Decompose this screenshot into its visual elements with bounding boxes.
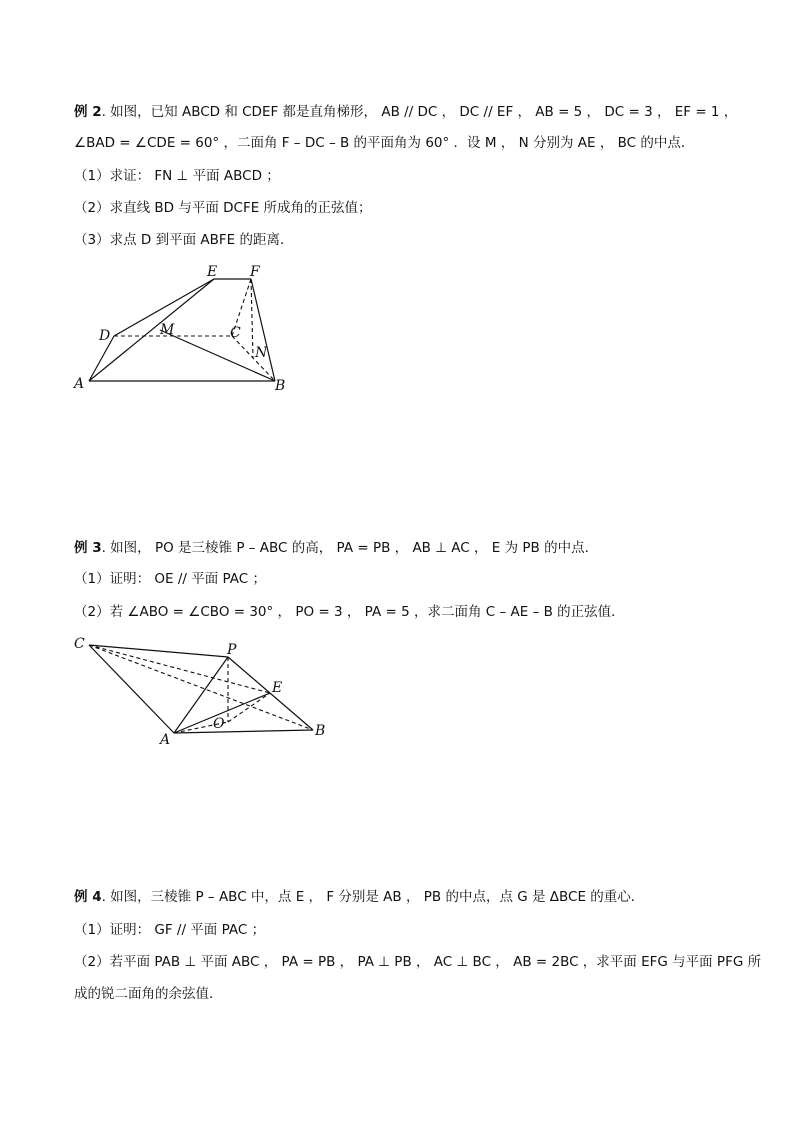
ex3-label-B: B bbox=[315, 723, 326, 739]
ex3-label-O: O bbox=[213, 716, 225, 732]
ex2-label-E: E bbox=[207, 264, 218, 280]
ex2-question3: （3）求点 D 到平面 ABFE 的距离． bbox=[74, 232, 294, 248]
ex4-stem: . 如图，三棱锥 P – ABC 中，点 E ， F 分别是 AB ， PB 的中点，点 G 是 ΔBCE 的重心． bbox=[101, 889, 645, 905]
ex3-stem: . 如图， PO 是三棱锥 P – ABC 的高， PA = PB ， AB ⊥ AC ， E 为 PB 的中点． bbox=[101, 540, 599, 556]
ex2-stem-part2: ∠BAD = ∠CDE = 60° ，二面角 F – DC – B 的平面角为 60° ．设 M ， N 分别为 AE ， BC 的中点． bbox=[74, 135, 695, 151]
ex2-question1: （1）求证： FN ⊥ 平面 ABCD ； bbox=[74, 168, 280, 184]
ex3-question1: （1）证明： OE // 平面 PAC ； bbox=[74, 571, 266, 587]
ex3-edge-PB bbox=[228, 657, 313, 730]
ex2-label-C: C bbox=[230, 325, 241, 341]
ex2-label-N: N bbox=[255, 345, 268, 361]
ex3-edge-AB bbox=[174, 730, 313, 733]
ex4-line1 bbox=[74, 887, 644, 907]
ex3-label: 例 3 bbox=[74, 540, 102, 556]
ex3-label-E: E bbox=[272, 680, 283, 696]
ex3-label-C: C bbox=[74, 636, 85, 652]
ex3-question2: （2）若 ∠ABO = ∠CBO = 30° ， PO = 3 ， PA = 5 ，求二面角 C – AE – B 的正弦值． bbox=[74, 604, 625, 620]
ex2-label-B: B bbox=[275, 378, 286, 394]
ex4-question2-part2: 成的锐二面角的余弦值． bbox=[74, 986, 223, 1002]
ex2-label-A: A bbox=[74, 376, 85, 392]
ex2-label-F: F bbox=[250, 264, 260, 280]
ex3-edge-CA bbox=[89, 645, 174, 733]
ex4-question1: （1）证明： GF // 平面 PAC ； bbox=[74, 922, 266, 938]
ex4-question2-part1: （2）若平面 PAB ⊥ 平面 ABC ， PA = PB ， PA ⊥ PB ， AC ⊥ BC ， AB = 2BC ，求平面 EFG 与平面 PFG 所 bbox=[74, 954, 762, 970]
ex2-question2: （2）求直线 BD 与平面 DCFE 所成角的正弦值； bbox=[74, 200, 372, 216]
ex2-label: 例 2 bbox=[74, 104, 102, 120]
ex2-label-D: D bbox=[99, 328, 111, 344]
ex2-label-M: M bbox=[160, 322, 175, 338]
ex2-stem-part1: . 如图，已知 ABCD 和 CDEF 都是直角梯形， AB // DC ， DC // EF ， AB = 5 ， DC = 3 ， EF = 1 ， bbox=[101, 104, 738, 120]
ex3-label-P: P bbox=[227, 642, 237, 658]
ex3-label-A: A bbox=[160, 732, 171, 748]
ex4-label: 例 4 bbox=[74, 889, 102, 905]
